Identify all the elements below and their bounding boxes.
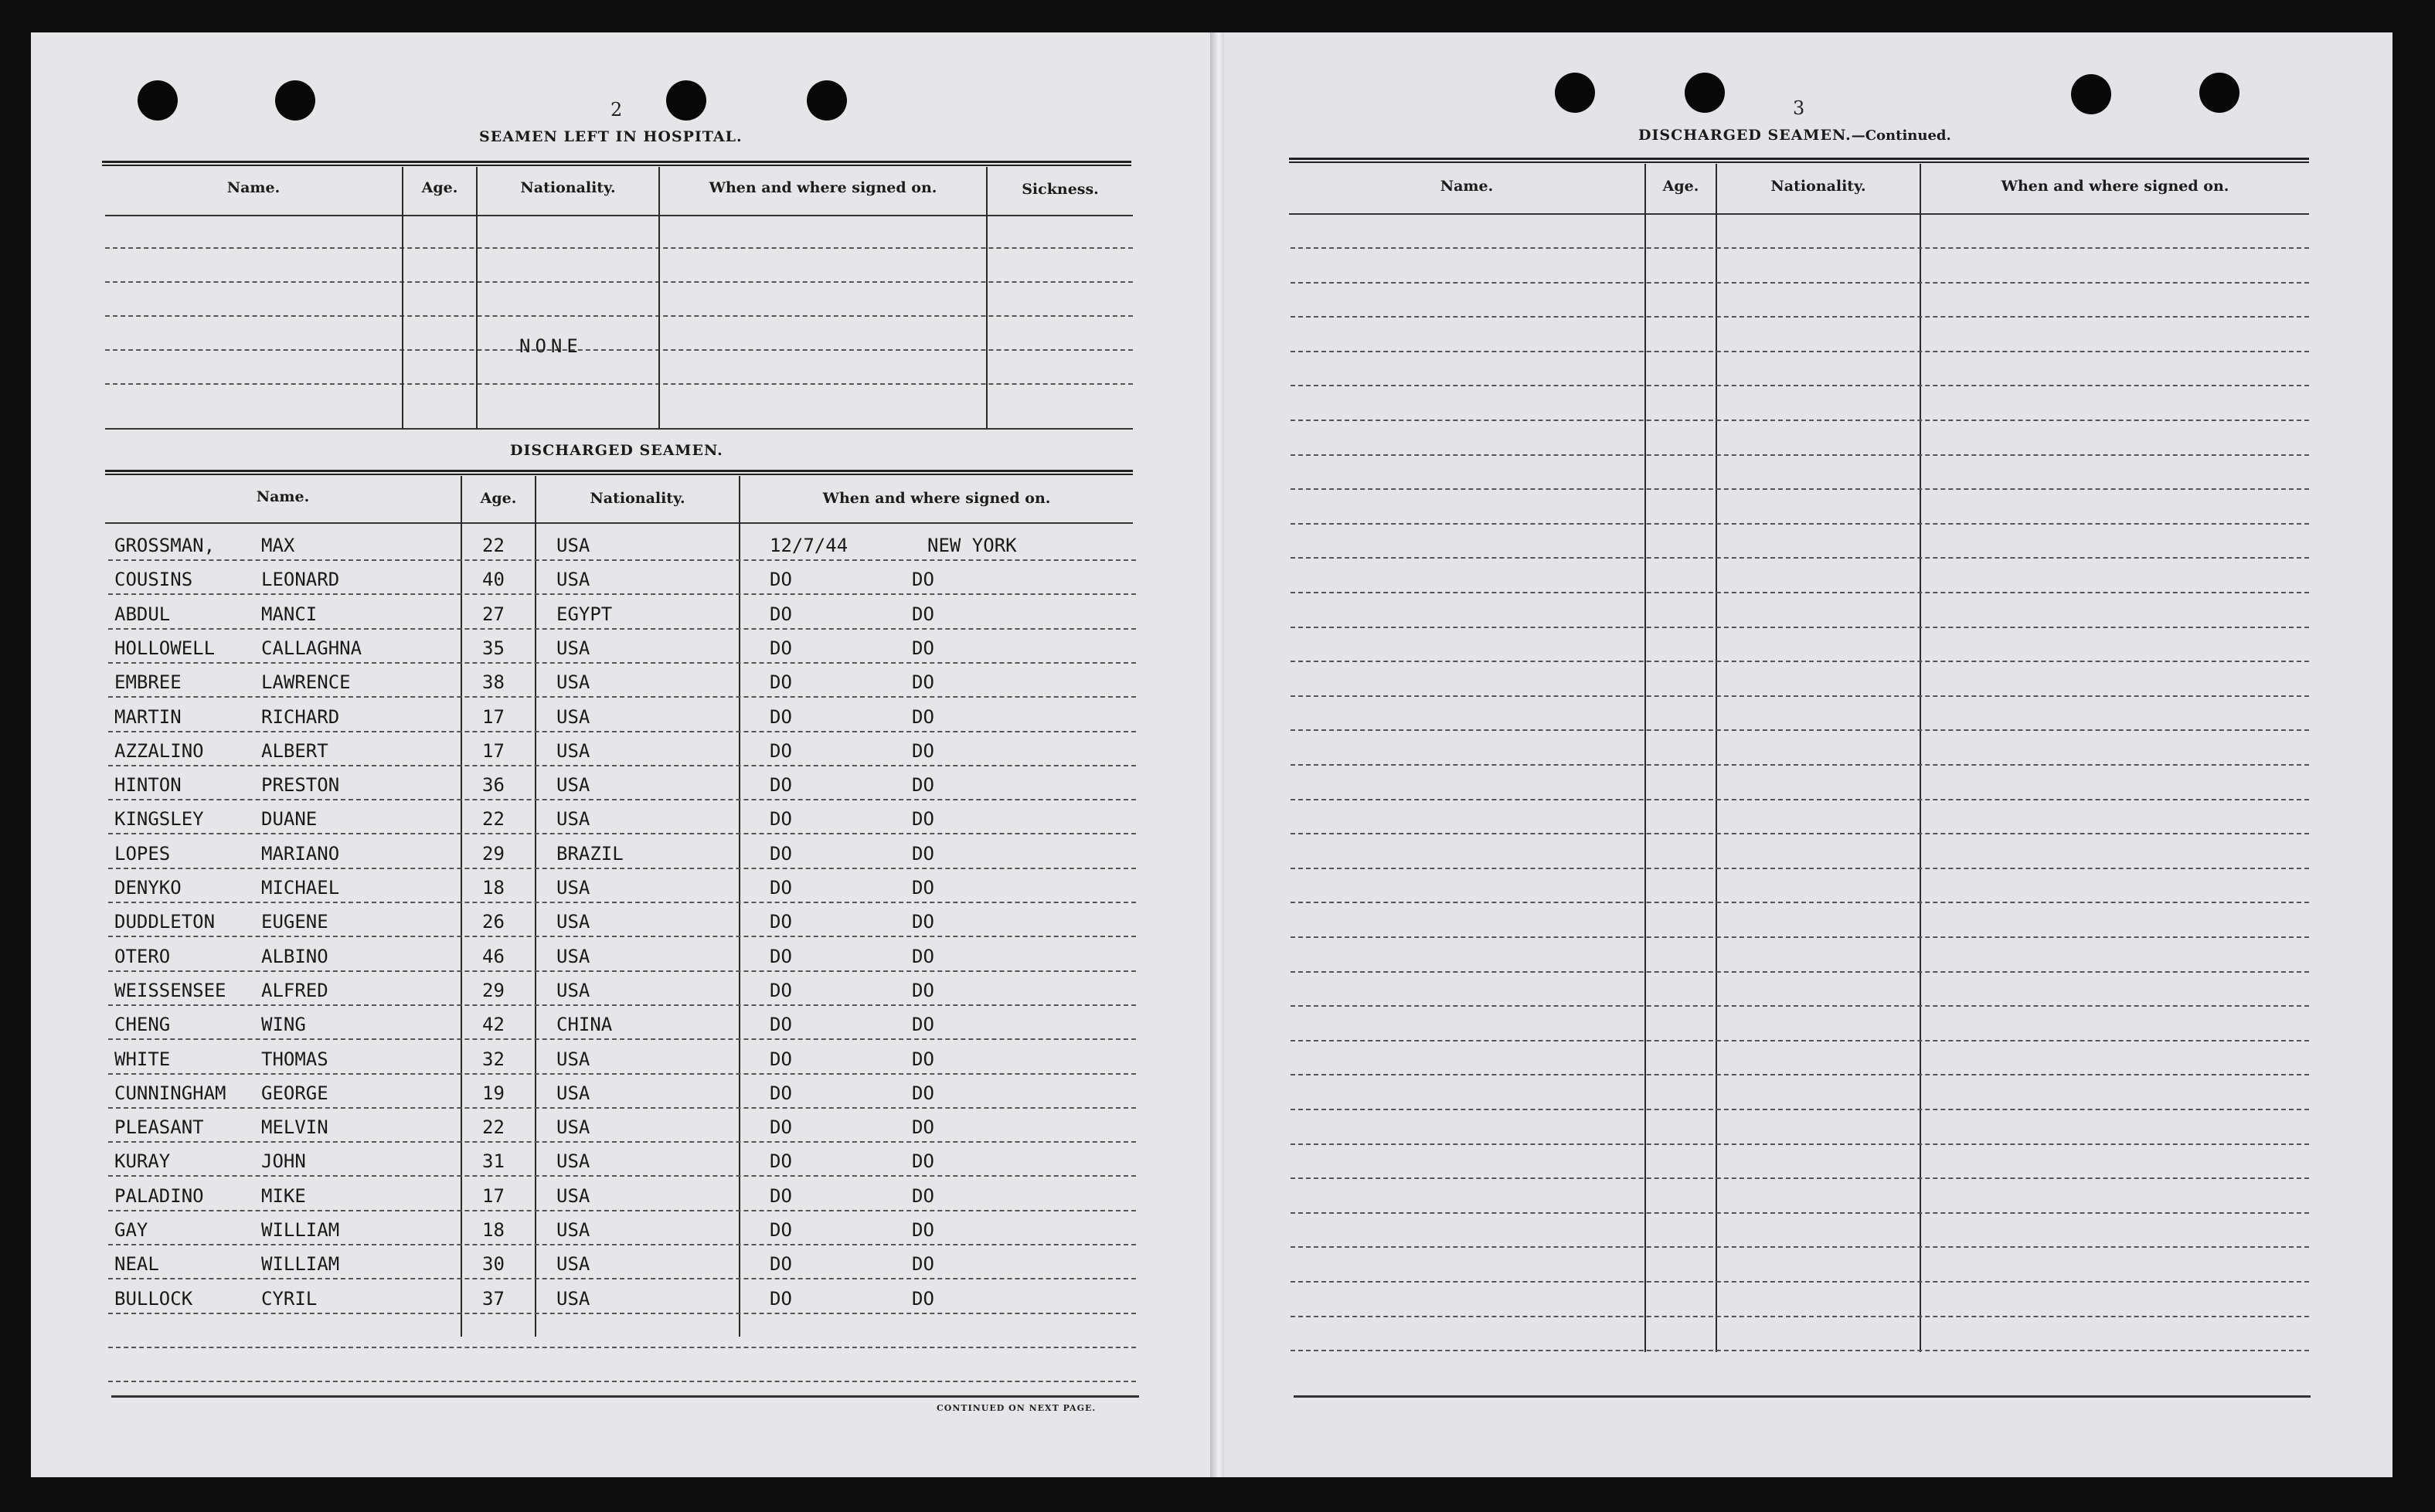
binder-hole [1685, 73, 1725, 113]
seaman-age: 36 [482, 774, 505, 797]
hospital-header-rule [105, 215, 1133, 216]
seaman-surname: AZZALINO [114, 739, 204, 762]
continued-blank-line [1291, 936, 2309, 938]
discharged-row-line [108, 1175, 1136, 1177]
seaman-given-name: WILLIAM [261, 1253, 340, 1276]
continued-blank-line [1291, 1316, 2309, 1317]
discharged-row-line [108, 1278, 1136, 1279]
seaman-given-name: EUGENE [261, 911, 328, 933]
seaman-given-name: MAX [261, 535, 295, 556]
right-page [1224, 32, 2392, 1477]
seaman-given-name: RICHARD [261, 705, 340, 728]
continued-blank-line [1291, 1005, 2309, 1007]
seaman-signed-on-place: DO [912, 1082, 934, 1104]
seaman-age: 17 [482, 1184, 505, 1207]
discharged-row-line [108, 902, 1136, 903]
hospital-header-age: Age. [421, 179, 458, 196]
seaman-surname: PLEASANT [114, 1116, 204, 1139]
continued-blank-line [1291, 385, 2309, 386]
seaman-surname: DUDDLETON [114, 911, 216, 933]
page-gutter [1210, 32, 1226, 1477]
seaman-surname: CHENG [114, 1014, 171, 1036]
seaman-age: 29 [482, 979, 505, 1001]
discharged-header-age: Age. [480, 490, 517, 507]
discharged-row-line [108, 1381, 1136, 1382]
continued-blank-line [1291, 1177, 2309, 1179]
hospital-col-divider [476, 167, 478, 428]
continued-blank-line [1291, 351, 2309, 352]
continued-blank-line [1291, 729, 2309, 731]
seaman-age: 17 [482, 705, 505, 728]
continued-blank-line [1291, 1074, 2309, 1075]
discharged-row-line [108, 936, 1136, 937]
discharged-row-line [108, 1004, 1136, 1006]
seaman-signed-on-place: DO [912, 569, 934, 591]
seaman-nationality: CHINA [556, 1014, 613, 1036]
seaman-nationality: USA [556, 1253, 590, 1276]
seaman-nationality: USA [556, 774, 590, 797]
discharged-row-line [108, 731, 1136, 732]
seaman-signed-on-place: DO [912, 1219, 934, 1241]
continued-blank-line [1291, 1246, 2309, 1248]
discharged-row-line [108, 1347, 1136, 1348]
seaman-nationality: USA [556, 1048, 590, 1070]
discharged-section-title: DISCHARGED SEAMEN. [510, 442, 723, 459]
hospital-blank-line [105, 383, 1133, 385]
seaman-signed-on-place: DO [912, 1184, 934, 1207]
hospital-header-sickness: Sickness. [1022, 181, 1099, 198]
hospital-col-divider [402, 167, 403, 428]
seaman-nationality: USA [556, 671, 590, 694]
hospital-header-signed-on: When and where signed on. [709, 179, 937, 196]
seaman-given-name: PRESTON [261, 774, 340, 797]
seaman-signed-on-date: DO [770, 705, 792, 728]
continued-blank-line [1291, 1040, 2309, 1041]
seaman-surname: COUSINS [114, 569, 193, 591]
seaman-nationality: USA [556, 637, 590, 659]
discharged-row-line [108, 1073, 1136, 1075]
seaman-age: 42 [482, 1014, 505, 1036]
discharged-row-line [108, 1244, 1136, 1245]
hospital-col-divider [658, 167, 660, 428]
seaman-age: 19 [482, 1082, 505, 1104]
seaman-signed-on-place: DO [912, 979, 934, 1001]
continued-blank-line [1291, 833, 2309, 834]
continued-blank-line [1291, 454, 2309, 456]
seaman-signed-on-date: DO [770, 603, 792, 625]
seaman-age: 18 [482, 1219, 505, 1241]
continued-blank-line [1291, 902, 2309, 903]
discharged-col-divider [461, 476, 462, 1337]
continued-blank-line [1291, 488, 2309, 490]
seaman-surname: EMBREE [114, 671, 182, 694]
page-number: 3 [1793, 97, 1805, 119]
discharged-row-line [108, 799, 1136, 800]
seaman-given-name: MICHAEL [261, 877, 340, 899]
seaman-surname: GAY [114, 1219, 148, 1241]
hospital-blank-line [105, 315, 1133, 317]
discharged-row-line [108, 970, 1136, 972]
seaman-signed-on-place: DO [912, 842, 934, 865]
discharged-row-line [108, 1107, 1136, 1109]
seaman-signed-on-place: DO [912, 808, 934, 831]
seaman-age: 26 [482, 911, 505, 933]
seaman-given-name: CALLAGHNA [261, 637, 362, 659]
seaman-age: 18 [482, 877, 505, 899]
discharged-row-line [108, 1141, 1136, 1143]
seaman-nationality: USA [556, 535, 590, 556]
seaman-given-name: DUANE [261, 808, 318, 831]
seaman-given-name: LEONARD [261, 569, 340, 591]
seaman-age: 22 [482, 1116, 505, 1139]
discharged-row-line [108, 593, 1136, 595]
continued-bottom-rule [1294, 1395, 2311, 1398]
continued-blank-line [1291, 523, 2309, 525]
seaman-nationality: USA [556, 911, 590, 933]
continued-footer: CONTINUED ON NEXT PAGE. [937, 1403, 1097, 1413]
seaman-signed-on-date: DO [770, 1150, 792, 1173]
seaman-surname: BULLOCK [114, 1287, 193, 1310]
hospital-header-nationality: Nationality. [520, 179, 616, 196]
hospital-blank-line [105, 349, 1133, 351]
seaman-nationality: USA [556, 877, 590, 899]
seaman-given-name: LAWRENCE [261, 671, 351, 694]
seaman-age: 38 [482, 671, 505, 694]
seaman-signed-on-place: DO [912, 1014, 934, 1036]
continued-blank-line [1291, 971, 2309, 973]
seaman-surname: KURAY [114, 1150, 171, 1173]
binder-hole [2199, 73, 2239, 113]
continued-blank-line [1291, 1212, 2309, 1214]
discharged-bottom-rule [111, 1395, 1139, 1398]
seaman-signed-on-place: NEW YORK [927, 535, 1017, 556]
seaman-age: 35 [482, 637, 505, 659]
discharged-col-divider [739, 476, 740, 1337]
seaman-signed-on-date: DO [770, 1287, 792, 1310]
seaman-signed-on-place: DO [912, 637, 934, 659]
seaman-given-name: MELVIN [261, 1116, 328, 1139]
discharged-header-signed-on: When and where signed on. [822, 490, 1051, 507]
seaman-signed-on-date: 12/7/44 [770, 535, 849, 556]
seaman-surname: GROSSMAN, [114, 535, 216, 556]
continued-blank-line [1291, 1281, 2309, 1283]
seaman-signed-on-date: DO [770, 671, 792, 694]
discharged-row-line [108, 696, 1136, 698]
seaman-surname: WHITE [114, 1048, 171, 1070]
seaman-surname: OTERO [114, 945, 171, 967]
seaman-given-name: MIKE [261, 1184, 306, 1207]
discharged-row-line [108, 765, 1136, 766]
seaman-signed-on-date: DO [770, 945, 792, 967]
seaman-age: 37 [482, 1287, 505, 1310]
seaman-nationality: USA [556, 1116, 590, 1139]
hospital-bottom-rule [105, 428, 1133, 430]
seaman-signed-on-date: DO [770, 1116, 792, 1139]
seaman-surname: LOPES [114, 842, 171, 865]
seaman-signed-on-date: DO [770, 979, 792, 1001]
seaman-surname: ABDUL [114, 603, 171, 625]
seaman-age: 22 [482, 535, 505, 556]
discharged-header-rule [105, 522, 1133, 524]
seaman-signed-on-date: DO [770, 1048, 792, 1070]
seaman-surname: NEAL [114, 1253, 159, 1276]
seaman-age: 32 [482, 1048, 505, 1070]
binder-hole [275, 80, 315, 121]
continued-col-divider [1716, 164, 1717, 1352]
continued-blank-line [1291, 282, 2309, 284]
discharged-col-divider [535, 476, 536, 1337]
continued-blank-line [1291, 868, 2309, 869]
continued-header-age: Age. [1662, 178, 1699, 195]
continued-blank-line [1291, 1350, 2309, 1351]
binder-hole [138, 80, 178, 121]
seaman-surname: DENYKO [114, 877, 182, 899]
seaman-signed-on-place: DO [912, 1116, 934, 1139]
seaman-age: 22 [482, 808, 505, 831]
seaman-age: 27 [482, 603, 505, 625]
binder-hole [666, 80, 706, 121]
seaman-signed-on-place: DO [912, 877, 934, 899]
seaman-signed-on-date: DO [770, 1253, 792, 1276]
discharged-header-name: Name. [256, 488, 310, 505]
continued-header-name: Name. [1440, 178, 1494, 195]
seaman-signed-on-place: DO [912, 671, 934, 694]
continued-blank-line [1291, 764, 2309, 766]
seaman-nationality: BRAZIL [556, 842, 624, 865]
seaman-nationality: USA [556, 808, 590, 831]
continued-blank-line [1291, 1109, 2309, 1110]
seaman-signed-on-date: DO [770, 911, 792, 933]
seaman-signed-on-date: DO [770, 1219, 792, 1241]
seaman-signed-on-place: DO [912, 911, 934, 933]
discharged-row-line [108, 868, 1136, 869]
title-main: DISCHARGED SEAMEN. [1638, 127, 1852, 144]
seaman-signed-on-place: DO [912, 1287, 934, 1310]
seaman-signed-on-place: DO [912, 1048, 934, 1070]
seaman-signed-on-date: DO [770, 637, 792, 659]
continued-header-nationality: Nationality. [1770, 178, 1866, 195]
seaman-signed-on-place: DO [912, 945, 934, 967]
continued-blank-line [1291, 247, 2309, 249]
seaman-signed-on-place: DO [912, 774, 934, 797]
seaman-surname: WEISSENSEE [114, 979, 226, 1001]
seaman-surname: HOLLOWELL [114, 637, 216, 659]
hospital-blank-line [105, 247, 1133, 249]
seaman-age: 30 [482, 1253, 505, 1276]
seaman-surname: HINTON [114, 774, 182, 797]
seaman-signed-on-date: DO [770, 808, 792, 831]
seaman-signed-on-date: DO [770, 774, 792, 797]
continued-col-divider [1644, 164, 1646, 1352]
left-page [31, 32, 1212, 1477]
seaman-signed-on-place: DO [912, 603, 934, 625]
seaman-age: 46 [482, 945, 505, 967]
seaman-signed-on-place: DO [912, 1253, 934, 1276]
discharged-row-line [108, 1038, 1136, 1040]
seaman-given-name: WING [261, 1014, 306, 1036]
binder-hole [807, 80, 847, 121]
hospital-section-title: SEAMEN LEFT IN HOSPITAL. [479, 128, 743, 145]
seaman-given-name: MANCI [261, 603, 318, 625]
continued-blank-line [1291, 557, 2309, 559]
seaman-given-name: ALBERT [261, 739, 328, 762]
continued-header-signed-on: When and where signed on. [2001, 178, 2229, 195]
continued-blank-line [1291, 695, 2309, 697]
seaman-given-name: ALBINO [261, 945, 328, 967]
hospital-blank-line [105, 281, 1133, 283]
hospital-top-rule [102, 161, 1131, 166]
discharged-top-rule [105, 470, 1133, 475]
seaman-signed-on-date: DO [770, 1184, 792, 1207]
seaman-signed-on-place: DO [912, 1150, 934, 1173]
seaman-surname: PALADINO [114, 1184, 204, 1207]
hospital-header-name: Name. [226, 179, 281, 196]
seaman-nationality: USA [556, 1219, 590, 1241]
continued-blank-line [1291, 592, 2309, 593]
discharged-row-line [108, 559, 1136, 561]
discharged-row-line [108, 1313, 1136, 1314]
continued-blank-line [1291, 1143, 2309, 1145]
seaman-nationality: EGYPT [556, 603, 613, 625]
seaman-age: 17 [482, 739, 505, 762]
seaman-signed-on-date: DO [770, 877, 792, 899]
continued-blank-line [1291, 799, 2309, 800]
seaman-given-name: GEORGE [261, 1082, 328, 1104]
continued-blank-line [1291, 316, 2309, 318]
seaman-given-name: JOHN [261, 1150, 306, 1173]
continued-header-rule [1289, 213, 2309, 215]
continued-col-divider [1920, 164, 1921, 1352]
seaman-surname: KINGSLEY [114, 808, 204, 831]
page-number: 2 [610, 99, 623, 121]
seaman-nationality: USA [556, 1287, 590, 1310]
seaman-signed-on-place: DO [912, 739, 934, 762]
seaman-nationality: USA [556, 945, 590, 967]
seaman-signed-on-date: DO [770, 1082, 792, 1104]
seaman-given-name: WILLIAM [261, 1219, 340, 1241]
hospital-col-divider [986, 167, 988, 428]
seaman-signed-on-date: DO [770, 739, 792, 762]
discharged-row-line [108, 628, 1136, 630]
seaman-nationality: USA [556, 1184, 590, 1207]
seaman-signed-on-date: DO [770, 1014, 792, 1036]
seaman-signed-on-date: DO [770, 842, 792, 865]
seaman-given-name: THOMAS [261, 1048, 328, 1070]
hospital-none-entry: NONE [519, 335, 583, 357]
discharged-row-line [108, 833, 1136, 834]
seaman-signed-on-place: DO [912, 705, 934, 728]
title-suffix: —Continued. [1851, 127, 1951, 144]
seaman-nationality: USA [556, 705, 590, 728]
seaman-age: 29 [482, 842, 505, 865]
seaman-age: 31 [482, 1150, 505, 1173]
binder-hole [1555, 73, 1595, 113]
seaman-nationality: USA [556, 569, 590, 591]
seaman-given-name: CYRIL [261, 1287, 318, 1310]
discharged-row-line [108, 662, 1136, 664]
continued-blank-line [1291, 627, 2309, 628]
discharged-row-line [108, 1210, 1136, 1211]
seaman-surname: MARTIN [114, 705, 182, 728]
continued-blank-line [1291, 661, 2309, 662]
discharged-continued-title [1638, 127, 1951, 144]
seaman-nationality: USA [556, 979, 590, 1001]
seaman-nationality: USA [556, 739, 590, 762]
seaman-given-name: ALFRED [261, 979, 328, 1001]
seaman-age: 40 [482, 569, 505, 591]
seaman-signed-on-date: DO [770, 569, 792, 591]
seaman-given-name: MARIANO [261, 842, 340, 865]
continued-top-rule [1289, 158, 2309, 163]
continued-blank-line [1291, 420, 2309, 421]
discharged-header-nationality: Nationality. [590, 490, 685, 507]
binder-hole [2071, 74, 2111, 114]
seaman-surname: CUNNINGHAM [114, 1082, 226, 1104]
seaman-nationality: USA [556, 1150, 590, 1173]
seaman-nationality: USA [556, 1082, 590, 1104]
